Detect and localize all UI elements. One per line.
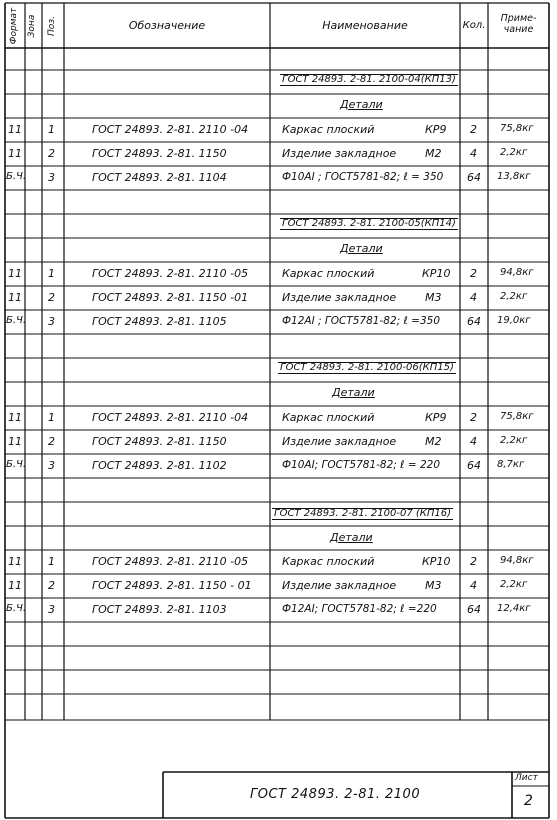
- stamp-document: ГОСТ 24893. 2-81. 2100: [250, 787, 421, 802]
- cell-note: 13,8кг: [497, 171, 531, 182]
- cell-name: Изделие закладное: [282, 291, 397, 304]
- header-qty: Кол.: [462, 20, 486, 31]
- cell-name: Ф10АI ; ГОСТ5781-82; ℓ = 350: [282, 171, 444, 183]
- cell-qty: 4: [470, 291, 477, 304]
- cell-qty: 4: [470, 435, 477, 448]
- cell-name: Каркас плоский: [282, 411, 375, 424]
- header-name: Наименование: [322, 19, 408, 32]
- cell-note: 2,2кг: [500, 435, 528, 446]
- cell-mark: КР10: [422, 555, 451, 568]
- cell-qty: 2: [470, 267, 477, 280]
- cell-name: Изделие закладное: [282, 435, 397, 448]
- cell-note: 75,8кг: [500, 411, 534, 422]
- stamp-sheet-number: 2: [524, 793, 533, 809]
- cell-pos: 1: [48, 267, 55, 280]
- cell-note: 8,7кг: [497, 459, 525, 470]
- cell-format: Б.Ч.: [6, 603, 27, 614]
- cell-format: 11: [8, 147, 22, 160]
- cell-format: Б.Ч.: [6, 459, 27, 470]
- cell-qty: 2: [470, 411, 477, 424]
- header-designation: Обозначение: [128, 19, 206, 32]
- cell-designation: ГОСТ 24893. 2-81. 2110 -05: [92, 555, 249, 568]
- cell-note: 12,4кг: [497, 603, 531, 614]
- cell-pos: 3: [48, 603, 55, 616]
- cell-note: 19,0кг: [497, 315, 531, 326]
- cell-designation: ГОСТ 24893. 2-81. 1150: [92, 435, 227, 448]
- cell-mark: М2: [425, 435, 442, 448]
- cell-designation: ГОСТ 24893. 2-81. 1150 -01: [92, 291, 249, 304]
- cell-qty: 64: [467, 603, 481, 616]
- header-note-line1: Приме-: [500, 13, 537, 24]
- cell-qty: 2: [470, 555, 477, 568]
- cell-qty: 4: [470, 147, 477, 160]
- header-note-line2: чание: [503, 23, 534, 35]
- cell-format: 11: [8, 411, 22, 424]
- cell-format: 11: [8, 267, 22, 280]
- cell-designation: ГОСТ 24893. 2-81. 1105: [92, 315, 227, 328]
- cell-qty: 4: [470, 579, 477, 592]
- group-subtitle: Детали: [330, 531, 373, 544]
- cell-pos: 1: [48, 555, 55, 568]
- cell-mark: КР9: [425, 123, 447, 136]
- cell-format: Б.Ч.: [6, 171, 27, 182]
- cell-note: 2,2кг: [500, 291, 528, 302]
- cell-designation: ГОСТ 24893. 2-81. 2110 -04: [92, 411, 249, 424]
- cell-name: Каркас плоский: [282, 267, 375, 280]
- cell-pos: 3: [48, 459, 55, 472]
- cell-name: Каркас плоский: [282, 555, 375, 568]
- cell-format: 11: [8, 435, 22, 448]
- cell-designation: ГОСТ 24893. 2-81. 1104: [92, 171, 227, 184]
- cell-mark: М3: [425, 579, 442, 592]
- cell-qty: 64: [467, 171, 481, 184]
- cell-pos: 2: [48, 291, 55, 304]
- cell-designation: ГОСТ 24893. 2-81. 1103: [92, 603, 227, 616]
- group-subtitle: Детали: [340, 98, 383, 111]
- cell-note: 75,8кг: [500, 123, 534, 134]
- group-title: ГОСТ 24893. 2-81. 2100-04(КП13): [282, 74, 456, 85]
- group-title: ГОСТ 24893. 2-81. 2100-07 (КП16): [274, 508, 452, 519]
- cell-qty: 64: [467, 315, 481, 328]
- cell-mark: КР10: [422, 267, 451, 280]
- group-title: ГОСТ 24893. 2-81. 2100-05(КП14): [282, 218, 456, 229]
- cell-note: 94,8кг: [500, 267, 534, 278]
- cell-designation: ГОСТ 24893. 2-81. 2110 -05: [92, 267, 249, 280]
- cell-designation: ГОСТ 24893. 2-81. 1150 - 01: [92, 579, 252, 592]
- cell-mark: М3: [425, 291, 442, 304]
- cell-designation: ГОСТ 24893. 2-81. 1150: [92, 147, 227, 160]
- cell-name: Ф12АI ; ГОСТ5781-82; ℓ =350: [282, 315, 441, 327]
- cell-pos: 2: [48, 579, 55, 592]
- stamp-sheet-label: Лист: [515, 773, 538, 783]
- header-zone: Зона: [27, 14, 37, 38]
- cell-mark: М2: [425, 147, 442, 160]
- header-note: [488, 14, 549, 36]
- cell-name: Изделие закладное: [282, 147, 397, 160]
- cell-name: Изделие закладное: [282, 579, 397, 592]
- cell-note: 94,8кг: [500, 555, 534, 566]
- cell-designation: ГОСТ 24893. 2-81. 1102: [92, 459, 227, 472]
- cell-format: 11: [8, 579, 22, 592]
- cell-mark: КР9: [425, 411, 447, 424]
- cell-name: Ф12АI; ГОСТ5781-82; ℓ =220: [282, 603, 437, 615]
- group-subtitle: Детали: [332, 386, 375, 399]
- cell-format: 11: [8, 555, 22, 568]
- cell-note: 2,2кг: [500, 579, 528, 590]
- cell-pos: 3: [48, 315, 55, 328]
- cell-pos: 2: [48, 147, 55, 160]
- cell-format: 11: [8, 291, 22, 304]
- cell-qty: 64: [467, 459, 481, 472]
- cell-pos: 3: [48, 171, 55, 184]
- cell-name: Каркас плоский: [282, 123, 375, 136]
- cell-note: 2,2кг: [500, 147, 528, 158]
- header-pos: Поз.: [47, 16, 57, 36]
- cell-name: Ф10АI; ГОСТ5781-82; ℓ = 220: [282, 459, 441, 471]
- cell-pos: 1: [48, 123, 55, 136]
- cell-format: Б.Ч.: [6, 315, 27, 326]
- cell-qty: 2: [470, 123, 477, 136]
- cell-format: 11: [8, 123, 22, 136]
- group-subtitle: Детали: [340, 242, 383, 255]
- group-title: ГОСТ 24893. 2-81. 2100-06(КП15): [280, 362, 454, 373]
- header-format: Формат: [9, 7, 19, 45]
- cell-pos: 1: [48, 411, 55, 424]
- cell-pos: 2: [48, 435, 55, 448]
- cell-designation: ГОСТ 24893. 2-81. 2110 -04: [92, 123, 249, 136]
